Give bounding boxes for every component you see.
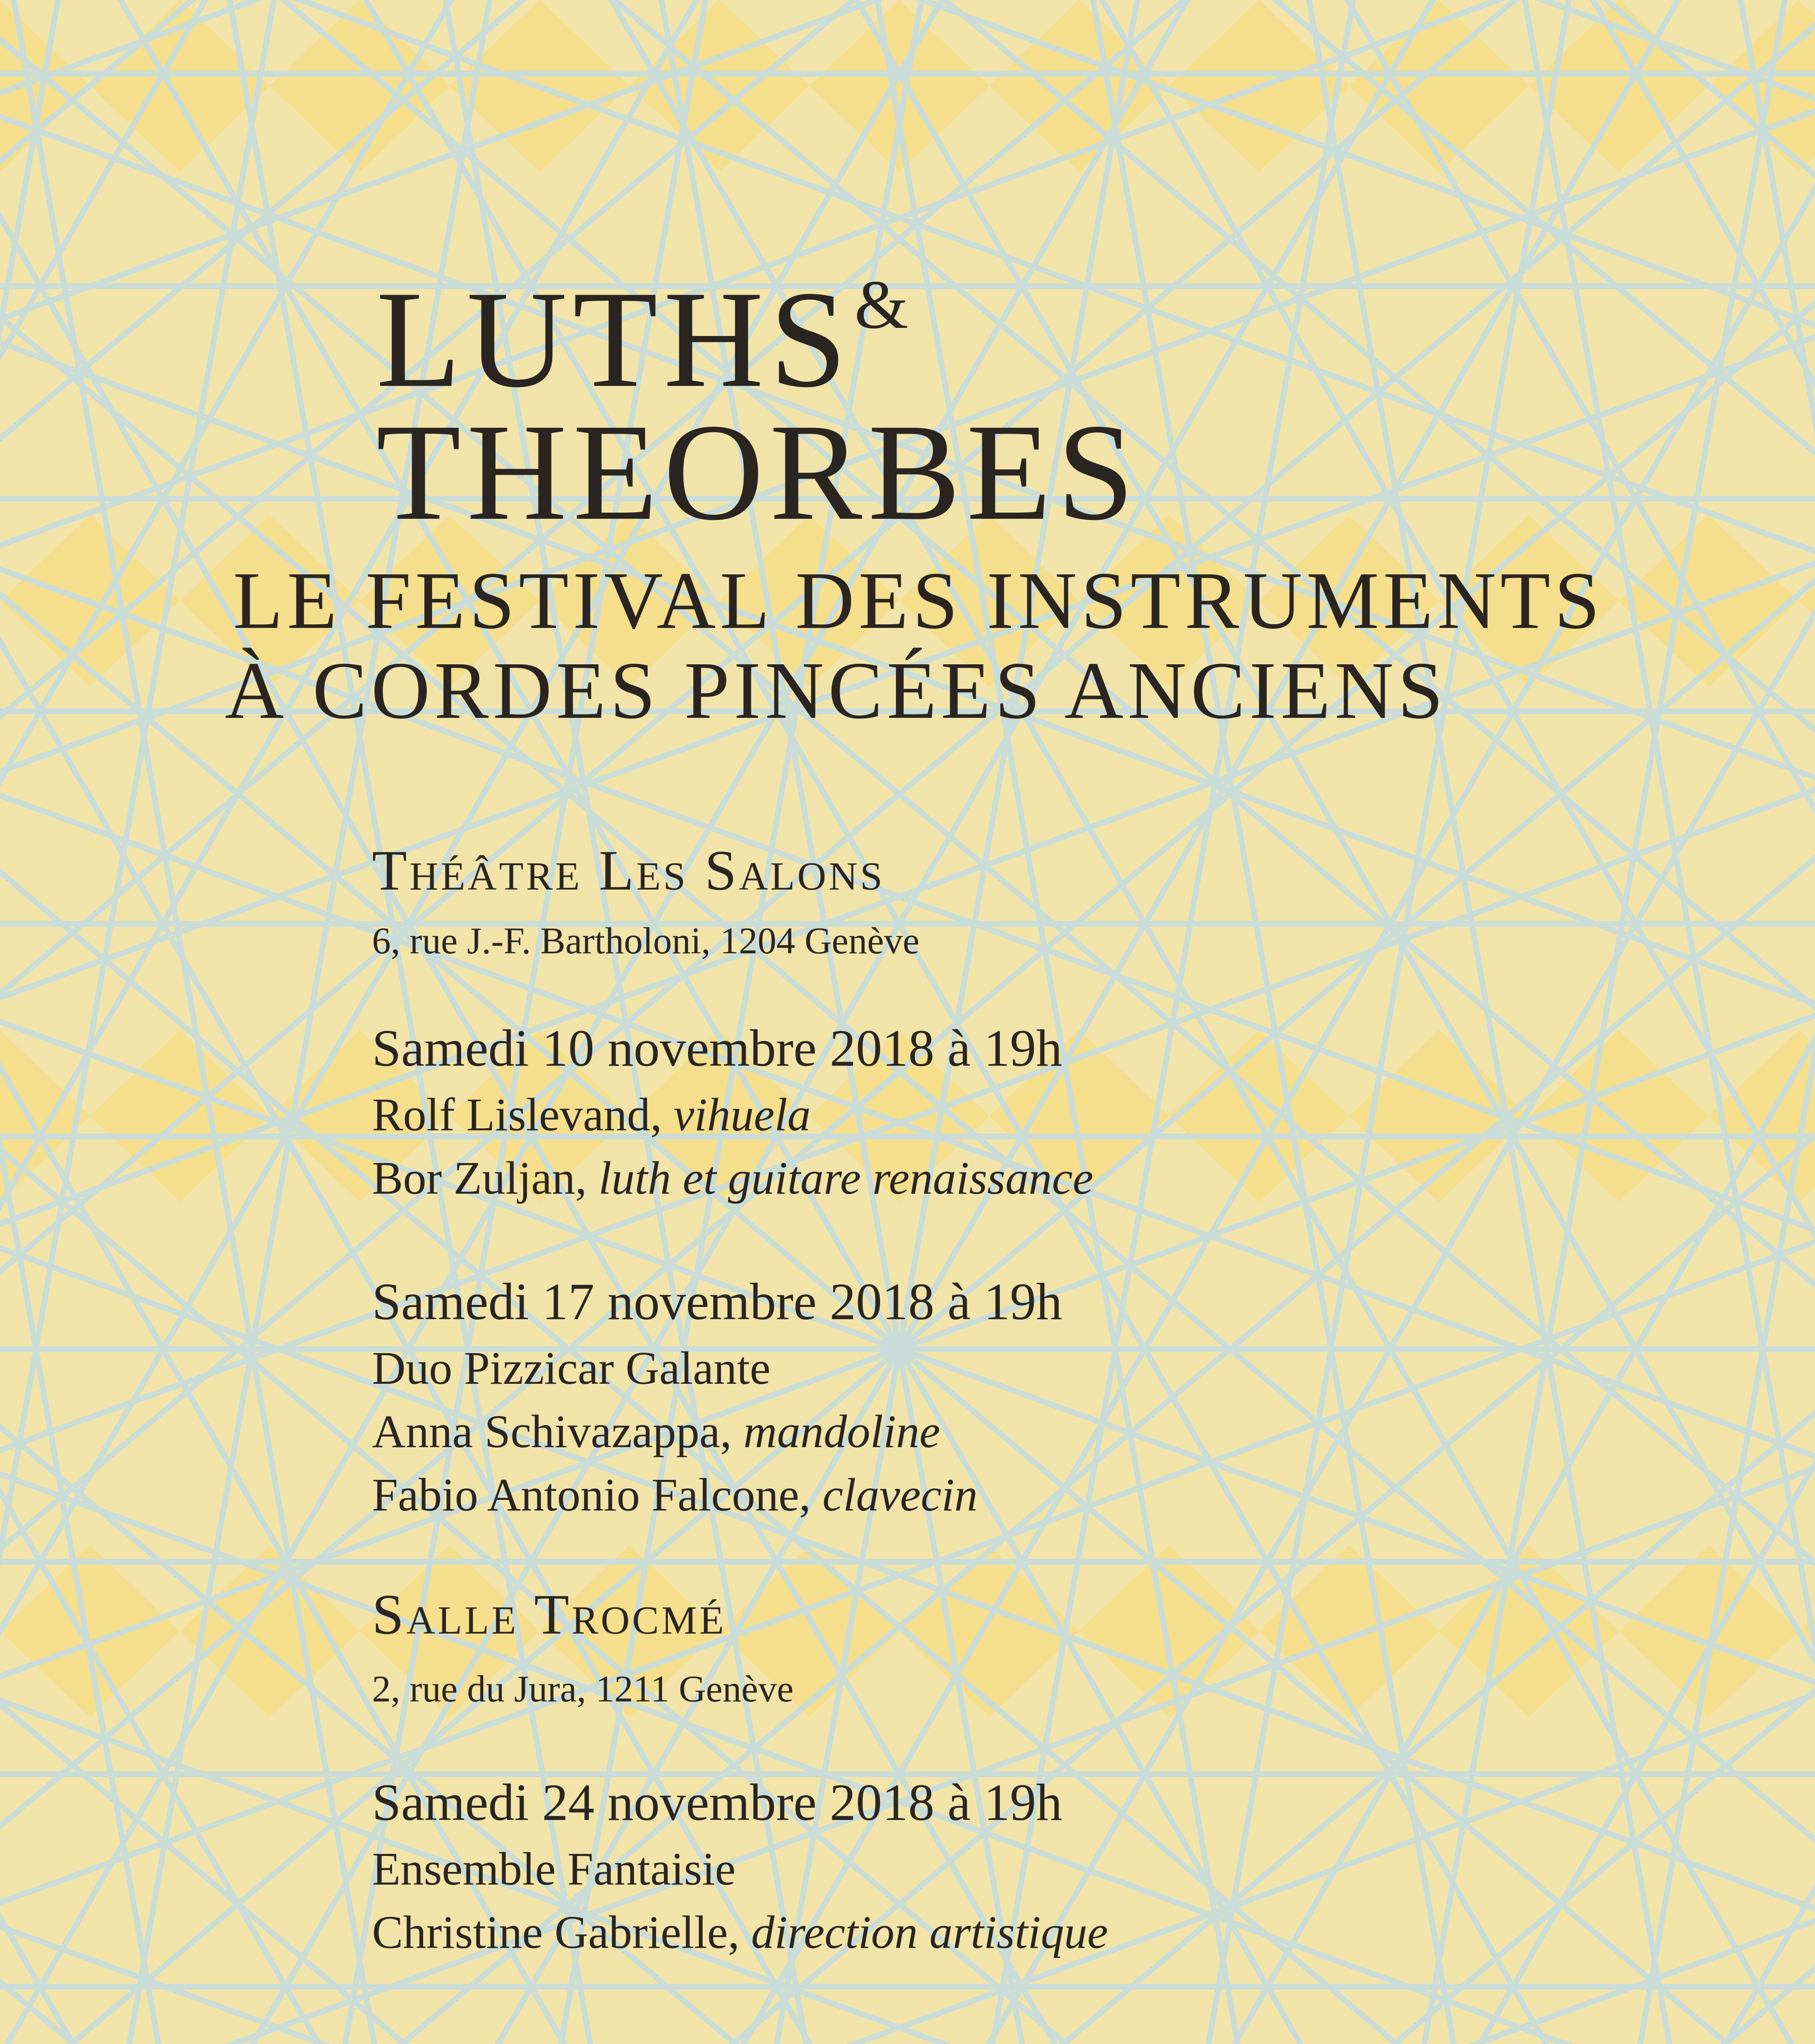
performer-name: Bor Zuljan,	[372, 1152, 599, 1204]
performer-line	[372, 1405, 940, 1457]
performer-role: direction artistique	[751, 1906, 1108, 1958]
ensemble-name: Duo Pizzicar Galante	[372, 1342, 771, 1394]
ensemble-name: Ensemble Fantaisie	[372, 1843, 736, 1895]
performer-role: luth et guitare renaissance	[598, 1152, 1093, 1204]
performer-line	[372, 1469, 978, 1521]
subtitle-line-2: À CORDES PINCÉES ANCIENS	[225, 645, 1448, 736]
title-line-2: THEORBES	[376, 395, 1140, 549]
title-line-1: LUTHS	[376, 262, 853, 416]
venue-name-2: Salle Trocmé	[372, 1583, 726, 1646]
title-ampersand: &	[854, 266, 909, 343]
performer-line	[372, 1906, 1108, 1958]
performer-name: Anna Schivazappa,	[372, 1405, 744, 1457]
venue-address-1: 6, rue J.-F. Bartholoni, 1204 Genève	[372, 920, 920, 961]
concert-date-2: Samedi 17 novembre 2018 à 19h	[372, 1273, 1062, 1331]
venue-name-1: Théâtre Les Salons	[372, 839, 885, 902]
performer-line	[372, 1152, 1093, 1204]
performer-role: vihuela	[673, 1089, 811, 1141]
performer-role: clavecin	[822, 1469, 978, 1521]
performer-line	[372, 1089, 811, 1141]
concert-date-1: Samedi 10 novembre 2018 à 19h	[372, 1019, 1062, 1077]
venue-address-2: 2, rue du Jura, 1211 Genève	[372, 1668, 794, 1710]
subtitle-line-1: LE FESTIVAL DES INSTRUMENTS	[233, 556, 1604, 646]
performer-name: Christine Gabrielle,	[372, 1906, 751, 1958]
concert-date-3: Samedi 24 novembre 2018 à 19h	[372, 1773, 1062, 1831]
performer-role: mandoline	[743, 1405, 940, 1457]
performer-name: Fabio Antonio Falcone,	[372, 1469, 822, 1521]
performer-name: Rolf Lislevand,	[372, 1089, 674, 1141]
